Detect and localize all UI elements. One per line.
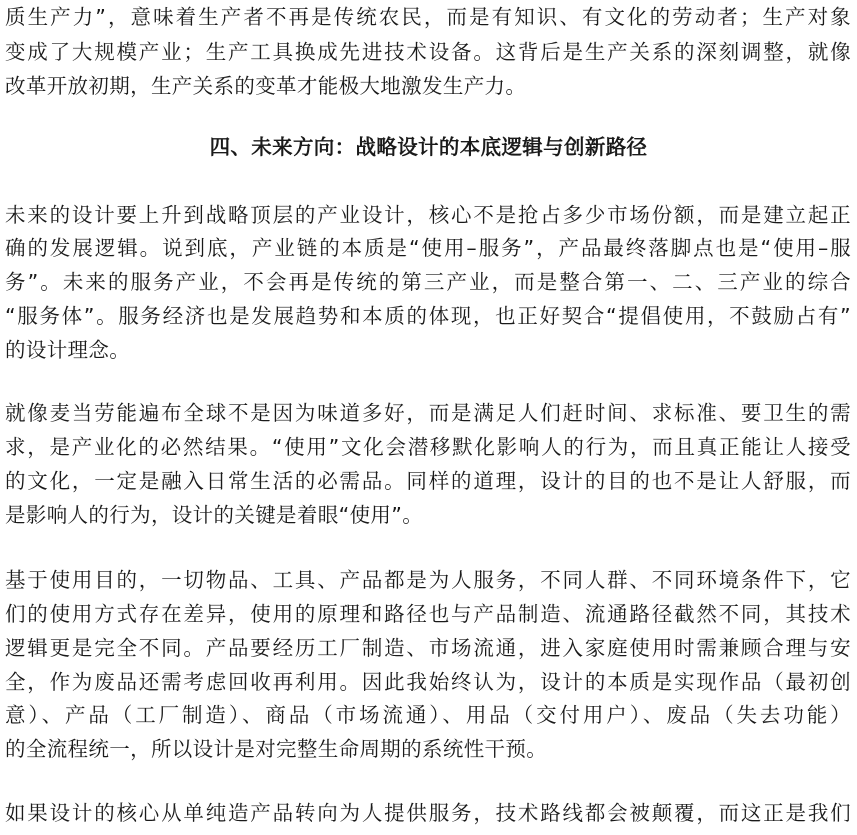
paragraph-1-line-2: 确的发展逻辑。说到底，产业链的本质是“使用–服务”，产品最终落脚点也是“使用–服	[5, 236, 851, 260]
paragraph-3-line-2: 们的使用方式存在差异，使用的原理和路径也与产品制造、流通路径截然不同，其技术	[5, 602, 851, 626]
paragraph-1-line-1: 未来的设计要上升到战略顶层的产业设计，核心不是抢占多少市场份额，而是建立起正	[5, 203, 851, 227]
paragraph-3-line-5: 意）、产品（工厂制造）、商品（市场流通）、用品（交付用户）、废品（失去功能）	[5, 703, 851, 727]
paragraph-3-line-1: 基于使用目的，一切物品、工具、产品都是为人服务，不同人群、不同环境条件下，它	[5, 568, 851, 592]
paragraph-intro-line-2: 变成了大规模产业；生产工具换成先进技术设备。这背后是生产关系的深刻调整，就像	[5, 40, 851, 64]
paragraph-3-line-3: 逻辑更是完全不同。产品要经历工厂制造、市场流通，进入家庭使用时需兼顾合理与安	[5, 636, 851, 660]
paragraph-3-line-6: 的全流程统一，所以设计是对完整生命周期的系统性干预。	[5, 737, 548, 761]
paragraph-2-line-1: 就像麦当劳能遍布全球不是因为味道多好，而是满足人们赶时间、求标准、要卫生的需	[5, 401, 851, 425]
paragraph-2-line-2: 求，是产业化的必然结果。“使用”文化会潜移默化影响人的行为，而且真正能让人接受	[5, 435, 851, 459]
paragraph-2-line-4: 是影响人的行为，设计的关键是着眼“使用”。	[5, 503, 424, 527]
paragraph-3-line-4: 全，作为废品还需考虑回收再利用。因此我始终认为，设计的本质是实现作品（最初创	[5, 670, 851, 694]
paragraph-intro-line-1: 质生产力”，意味着生产者不再是传统农民，而是有知识、有文化的劳动者；生产对象	[5, 5, 851, 29]
paragraph-2-line-3: 的文化，一定是融入日常生活的必需品。同样的道理，设计的目的也不是让人舒服，而	[5, 469, 851, 493]
paragraph-1-line-3: 务”。未来的服务产业，不会再是传统的第三产业，而是整合第一、二、三产业的综合	[5, 270, 851, 294]
section-heading: 四、未来方向：战略设计的本底逻辑与创新路径	[209, 135, 648, 159]
paragraph-1-line-5: 的设计理念。	[5, 338, 131, 362]
paragraph-1-line-4: “服务体”。服务经济也是发展趋势和本质的体现，也正好契合“提倡使用，不鼓励占有”	[5, 304, 851, 328]
paragraph-4-line-1: 如果设计的核心从单纯造产品转向为人提供服务，技术路线都会被颠覆，而这正是我们	[5, 801, 851, 825]
paragraph-intro-line-3: 改革开放初期，生产关系的变革才能极大地激发生产力。	[5, 74, 527, 98]
